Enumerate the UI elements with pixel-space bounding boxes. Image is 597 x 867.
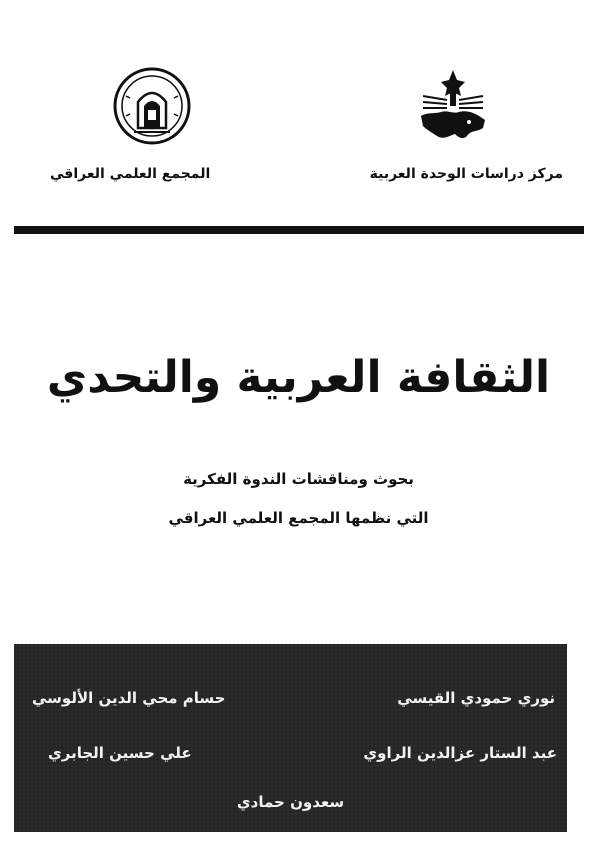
header-divider (14, 226, 584, 234)
academy-seal-icon (112, 66, 192, 146)
authors-panel (14, 644, 567, 832)
author-name: حسام محي الدين الألوسي (32, 689, 226, 707)
book-subtitle-line-1: بحوث ومناقشات الندوة الفكرية (183, 470, 414, 488)
author-name: نوري حمودي القيسي (397, 689, 555, 707)
map-emblem-icon (413, 66, 493, 146)
publisher-iraqi-academy: المجمع العلمي العراقي (50, 166, 211, 182)
author-name: سعدون حمادي (236, 793, 345, 811)
publisher-centre-arab-unity-studies: مركز دراسات الوحدة العربية (369, 166, 563, 182)
author-name: علي حسين الجابري (48, 744, 192, 762)
book-title: الثقافة العربية والتحدي (46, 352, 551, 403)
author-name: عبد الستار عزالدين الراوي (363, 744, 557, 762)
book-subtitle-line-2: التي نظمها المجمع العلمي العراقي (168, 509, 429, 527)
